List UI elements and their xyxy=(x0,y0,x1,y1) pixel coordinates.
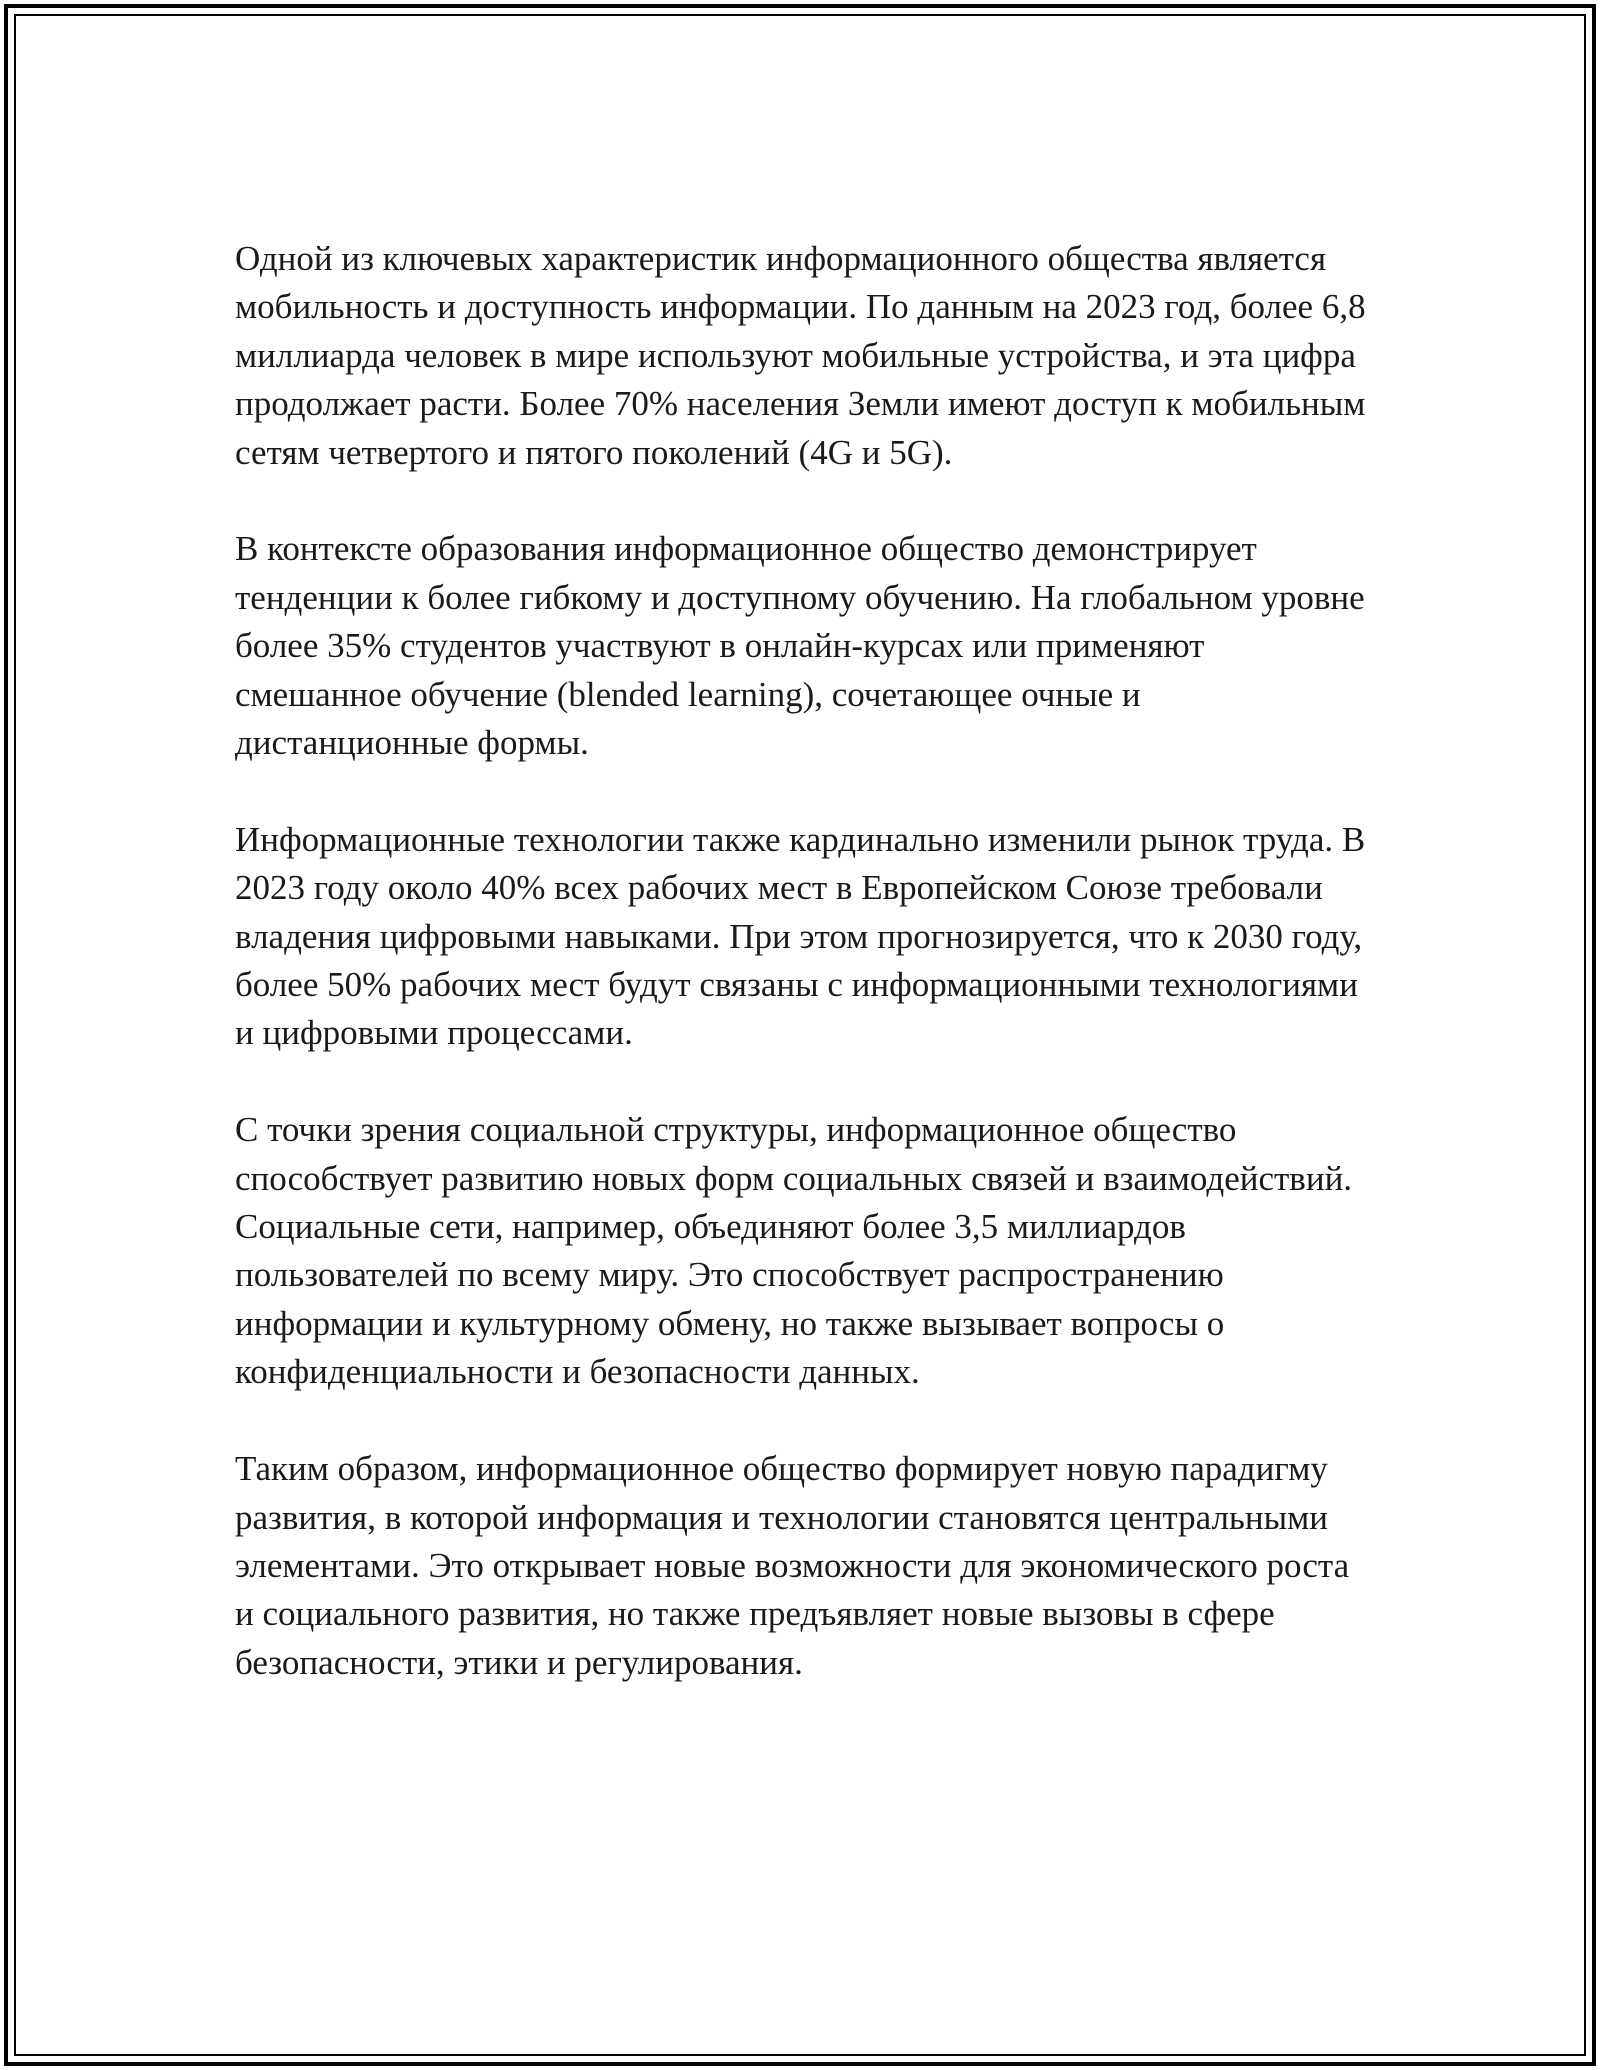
paragraph-labor-market: Информационные технологии также кардинально изменили рынок труда. В 2023 году около 40% всех рабочих мест в Европейском Союзе требовали владения цифровыми навыками. При этом прогнозируется, что к 2030 году, более 50% рабочих мест будут связаны с информационными технологиями и цифровыми процессами. xyxy=(235,819,1366,1053)
paragraph-conclusion: Таким образом, информационное общество формирует новую парадигму развития, в которой информация и технологии становятся центральными элементами. Это открывает новые возможности для экономического роста и социального развития, но также предъявляет новые вызовы в сфере безопасности, этики и регулирования. xyxy=(235,1449,1350,1682)
paragraph-social-structure: С точки зрения социальной структуры, информационное общество способствует развитию новых форм социальных связей и взаимодействий. Социальные сети, например, объединяют более 3,5 миллиардов пользователей по всему миру. Это способствует распространению информации и культурному обмену, но также вызывает вопросы о конфиденциальности и безопасности данных. xyxy=(235,1110,1353,1392)
document-body xyxy=(235,235,1375,1736)
paragraph-education: В контексте образования информационное общество демонстрирует тенденции к более гибкому и доступному обучению. На глобальном уровне более 35% студентов участвуют в онлайн-курсах или применяют смешанное обучение (blended learning), сочетающее очные и дистанционные формы. xyxy=(235,529,1365,763)
paragraph-mobility: Одной из ключевых характеристик информационного общества является мобильность и доступность информации. По данным на 2023 год, более 6,8 миллиарда человек в мире используют мобильные устройства, и эта цифра продолжает расти. Более 70% населения Земли имеют доступ к мобильным сетям четвертого и пятого поколений (4G и 5G). xyxy=(235,239,1366,472)
